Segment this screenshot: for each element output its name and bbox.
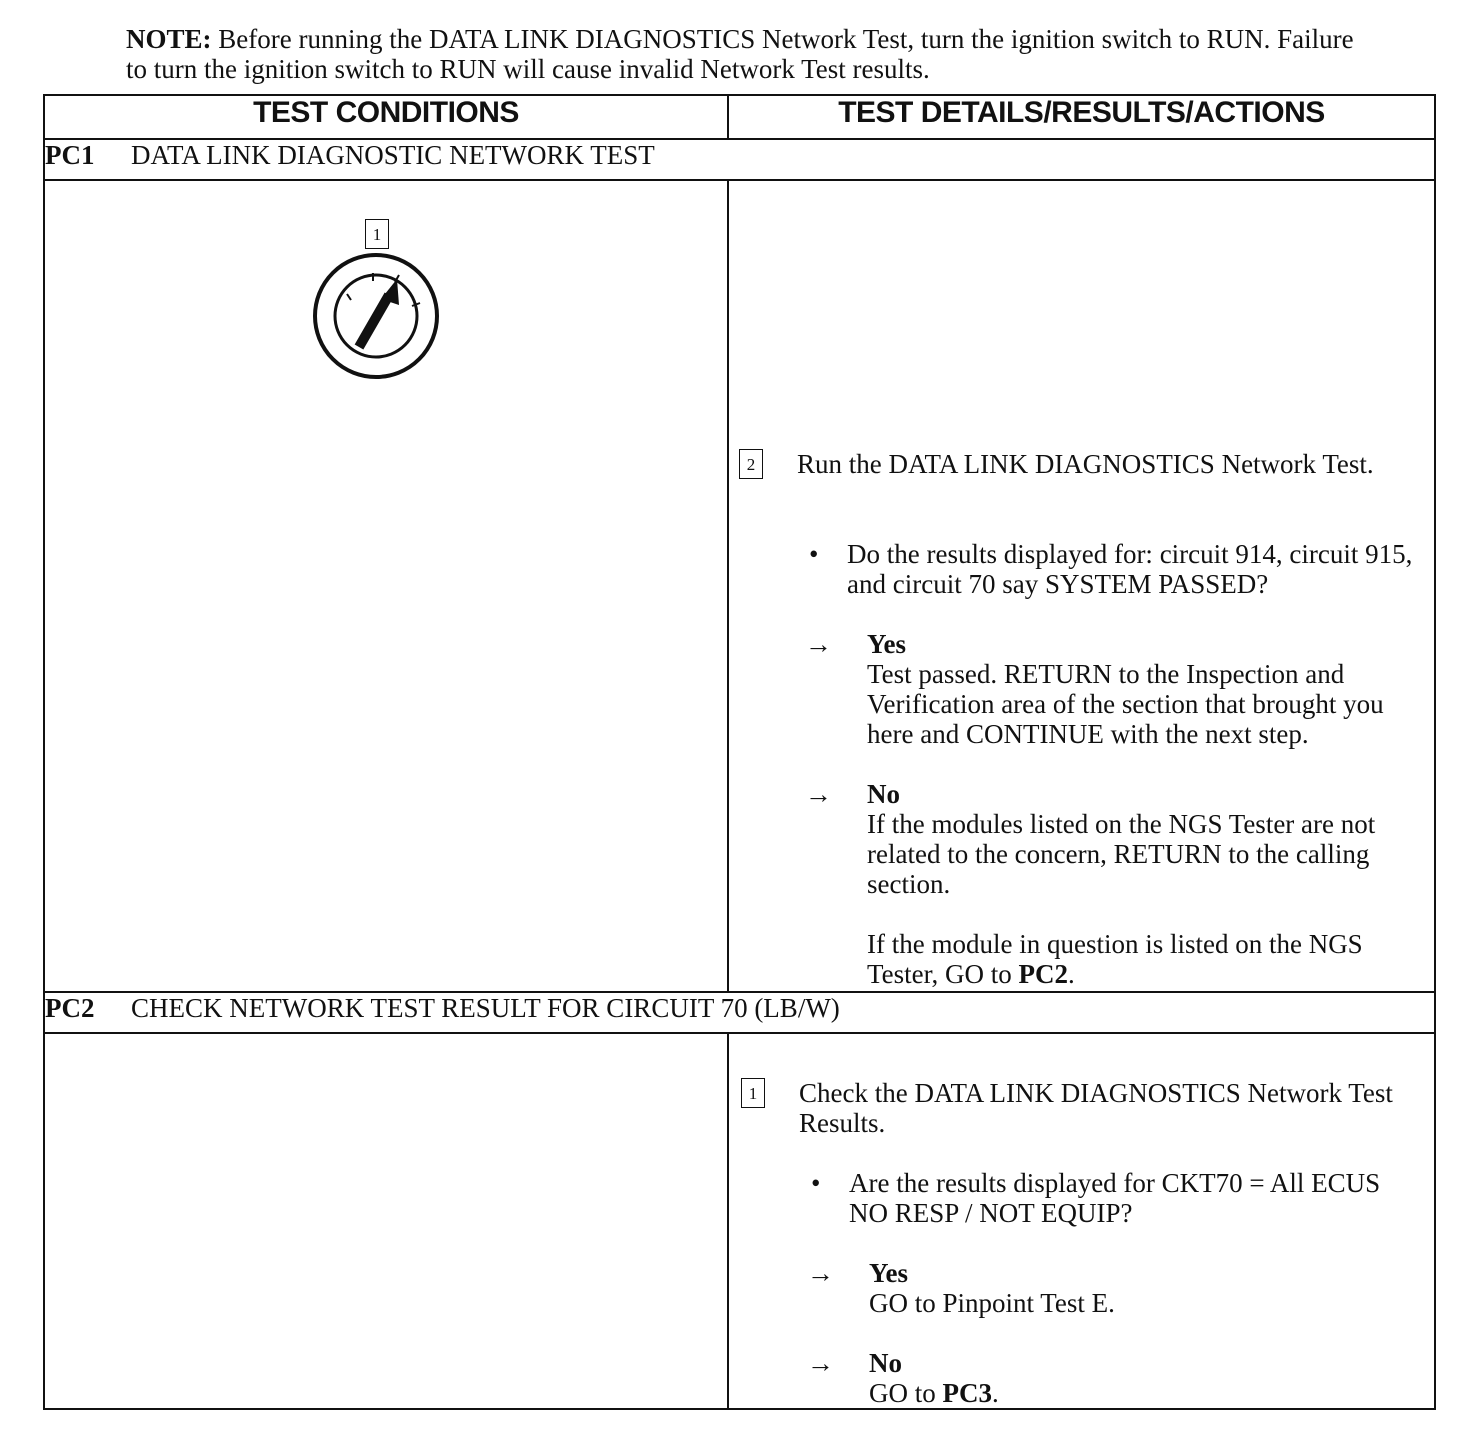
key-tick-0 xyxy=(347,294,351,300)
section-pc1-title xyxy=(44,139,1435,180)
question-text: Do the results displayed for: circuit 914, circuit 915, and circuit 70 say SYSTEM PASSED? xyxy=(847,539,1413,599)
answer-no xyxy=(805,779,1427,989)
answer-text: Test passed. RETURN to the Inspection and Verification area of the section that brought you here and CONTINUE with the next step. xyxy=(867,659,1384,749)
answer-yes xyxy=(805,629,1427,749)
step-instruction: Run the DATA LINK DIAGNOSTICS Network Test. xyxy=(797,449,1374,479)
step-number: 1 xyxy=(741,1078,765,1108)
section-code: PC2 xyxy=(45,993,95,1023)
answer-yes xyxy=(807,1258,1409,1318)
header-test-details: TEST DETAILS/RESULTS/ACTIONS xyxy=(728,95,1435,139)
bullet-symbol: • xyxy=(811,1168,821,1198)
reference-link: PC3 xyxy=(942,1378,992,1408)
reference-link: PC2 xyxy=(1018,959,1068,989)
note xyxy=(126,24,1366,84)
section-code: PC1 xyxy=(45,140,95,170)
section-title: DATA LINK DIAGNOSTIC NETWORK TEST xyxy=(131,140,655,170)
answer-no xyxy=(807,1348,1409,1408)
section-pc2-title xyxy=(44,992,1435,1033)
answer-text: If the modules listed on the NGS Tester are not related to the concern, RETURN to the calling section. xyxy=(867,809,1376,899)
test-table xyxy=(43,94,1436,1410)
header-test-conditions: TEST CONDITIONS xyxy=(44,95,728,139)
step-number: 2 xyxy=(739,449,763,479)
answer-label: No xyxy=(869,1348,902,1378)
question xyxy=(809,539,1427,599)
ignition-key-icon xyxy=(311,251,441,381)
condition-step-number: 1 xyxy=(365,219,389,249)
step-instruction: Check the DATA LINK DIAGNOSTICS Network Test Results. xyxy=(799,1078,1393,1138)
pc1-details xyxy=(728,180,1435,992)
answer-text: GO to Pinpoint Test E. xyxy=(869,1288,1115,1318)
answer-label: Yes xyxy=(867,629,906,659)
note-text: Before running the DATA LINK DIAGNOSTICS Network Test, turn the ignition switch to RUN. Failure to turn the ignition switch to RUN will cause invalid Network Test results. xyxy=(126,24,1354,84)
note-label: NOTE: xyxy=(126,24,212,54)
answer-text: GO to PC3. xyxy=(869,1378,999,1408)
answer-text-2: If the module in question is listed on the NGS Tester, GO to PC2. xyxy=(867,929,1363,989)
arrow-icon: → xyxy=(805,779,832,809)
bullet-symbol: • xyxy=(809,539,819,569)
answer-label: Yes xyxy=(869,1258,908,1288)
pc1-conditions xyxy=(44,180,728,992)
key-pointer xyxy=(359,295,389,347)
question xyxy=(811,1168,1409,1228)
arrow-icon: → xyxy=(807,1258,834,1288)
pc2-details xyxy=(728,1033,1435,1409)
arrow-icon: → xyxy=(807,1348,834,1378)
answer-label: No xyxy=(867,779,900,809)
key-tick-3 xyxy=(412,303,420,306)
question-text: Are the results displayed for CKT70 = All ECUS NO RESP / NOT EQUIP? xyxy=(849,1168,1381,1228)
pc2-conditions xyxy=(44,1033,728,1409)
arrow-icon: → xyxy=(805,629,832,659)
section-title: CHECK NETWORK TEST RESULT FOR CIRCUIT 70 (LB/W) xyxy=(131,993,840,1023)
